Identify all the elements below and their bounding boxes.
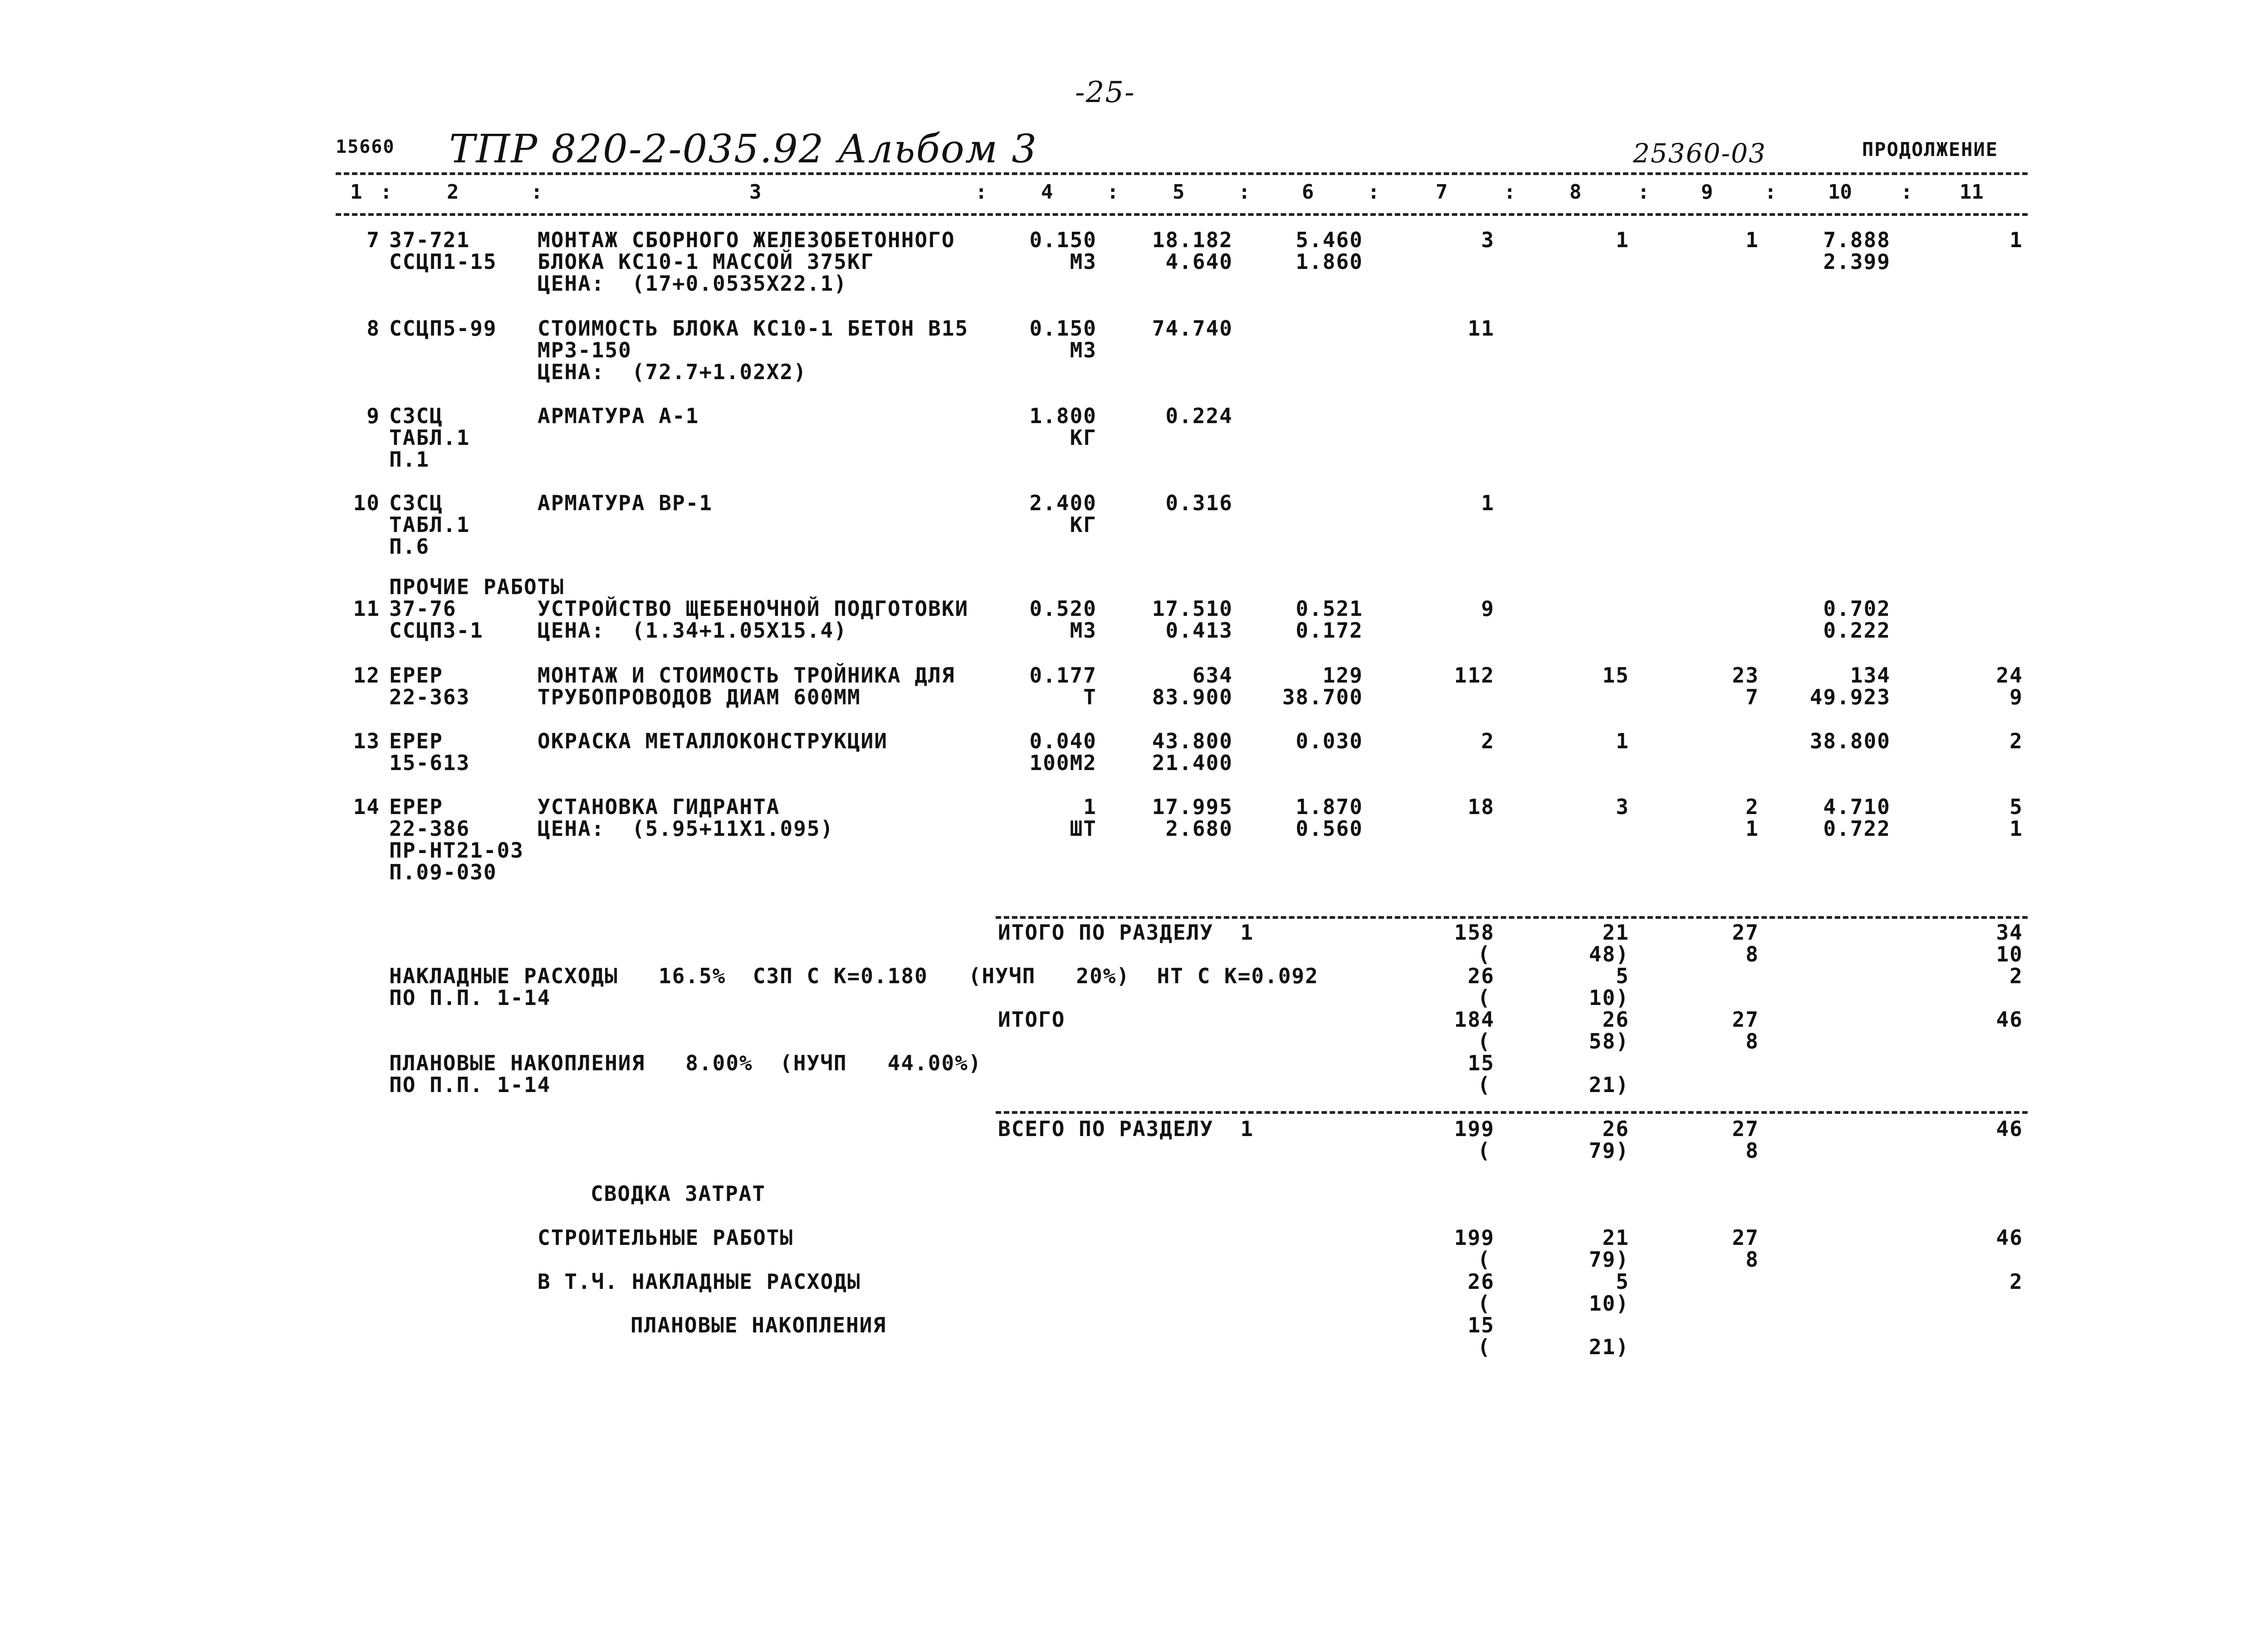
row-col-10: 0.722 [1823,816,1891,841]
column-header-2: 2 [447,180,459,204]
column-separator: : [1637,180,1650,204]
row-code: П.09-030 [389,860,497,884]
row-code: 15-613 [389,751,470,775]
construction-col-9: 27 [1732,1225,1759,1250]
row-code: ЕРЕР [389,729,443,753]
column-header-10: 10 [1828,180,1852,204]
row-col-7: 112 [1454,663,1495,688]
row-number: 11 [353,596,380,621]
row-code: П.1 [389,447,430,472]
row-code: 22-386 [389,816,470,841]
other-works-label: ПРОЧИЕ РАБОТЫ [389,575,565,599]
row-col-11: 2 [2009,729,2023,753]
construction-label: СТРОИТЕЛЬНЫЕ РАБОТЫ [538,1225,794,1250]
row-unit: Т [1083,685,1097,709]
section-total-col-11: 34 [1996,920,2023,945]
total-col-8: 26 [1602,1007,1629,1032]
grand-total-col-8: 79) [1589,1138,1629,1163]
row-col-7: 18 [1467,795,1495,819]
row-quantity: 0.520 [1029,596,1097,621]
album-title: ТПР 820-2-035.92 Альбом 3 [449,127,1038,172]
row-col-8: 3 [1616,795,1629,819]
row-col-11: 1 [2009,816,2023,841]
row-name: УСТРОЙСТВО ЩЕБЕНОЧНОЙ ПОДГОТОВКИ [538,596,969,621]
column-header-11: 11 [1960,180,1984,204]
row-name: БЛОКА КС10-1 МАССОЙ 375КГ [538,249,875,274]
row-name: АРМАТУРА ВР-1 [538,491,713,515]
column-header-9: 9 [1701,180,1713,204]
row-code: ССЦП3-1 [389,618,484,643]
row-code: СЗСЦ [389,404,443,428]
row-col-8: 1 [1616,729,1629,753]
row-col-9: 7 [1745,685,1759,709]
row-name: МОНТАЖ СБОРНОГО ЖЕЛЕЗОБЕТОННОГО [538,228,955,252]
construction-col-8: 21 [1602,1225,1629,1250]
row-col-10: 0.222 [1823,618,1891,643]
grand-total-col-9: 27 [1732,1117,1759,1141]
section-total-col-8: 21 [1602,920,1629,945]
row-col-11: 5 [2009,795,2023,819]
row-col-6: 1.860 [1295,249,1363,274]
overhead-sub: ПО П.П. 1-14 [389,985,551,1010]
row-col-10: 0.702 [1823,596,1891,621]
row-col-7: 9 [1481,596,1495,621]
grand-total-col-8: 26 [1602,1117,1629,1141]
grand-total-col-7: ( [1477,1138,1491,1163]
row-col-5: 21.400 [1152,751,1233,775]
column-header-8: 8 [1569,180,1582,204]
row-unit: КГ [1070,425,1097,450]
total-col-9: 27 [1732,1007,1759,1032]
row-col-6: 0.172 [1295,618,1363,643]
row-unit: М3 [1070,338,1097,362]
row-name: МРЗ-150 [538,338,632,362]
column-separator: : [1901,180,1913,204]
column-separator: : [975,180,987,204]
overhead-label: НАКЛАДНЫЕ РАСХОДЫ 16.5% СЗП С К=0.180 (НУЧП 20%) НТ С К=0.092 [389,964,1319,988]
continuation-label: ПРОДОЛЖЕНИЕ [1862,138,1999,161]
summary-planned-col-7: 15 [1467,1313,1495,1337]
grand-total-col-7: 199 [1454,1117,1495,1141]
totals-top-rule [996,916,2028,919]
column-header-1: 1 [350,180,362,204]
row-col-5: 17.510 [1152,596,1233,621]
column-separator: : [1504,180,1516,204]
row-col-10: 7.888 [1823,228,1891,252]
total-col-11: 46 [1996,1007,2023,1032]
row-col-6: 129 [1322,663,1363,688]
row-col-5: 4.640 [1165,249,1233,274]
row-name: ОКРАСКА МЕТАЛЛОКОНСТРУКЦИИ [538,729,888,753]
overhead-col-8: 10) [1589,985,1629,1010]
row-code: ТАБЛ.1 [389,425,470,450]
row-code: СЗСЦ [389,491,443,515]
row-quantity: 2.400 [1029,491,1097,515]
row-quantity: 0.040 [1029,729,1097,753]
column-separator: : [1765,180,1777,204]
total-col-8: 58) [1589,1029,1629,1054]
row-col-5: 634 [1192,663,1233,688]
total-col-7: ( [1477,1029,1491,1054]
row-col-11: 9 [2009,685,2023,709]
row-col-9: 1 [1745,816,1759,841]
overhead-col-8: 5 [1616,964,1629,988]
row-name: ЦЕНА: (17+0.0535Х22.1) [538,271,847,296]
section-total-col-9: 27 [1732,920,1759,945]
row-col-6: 5.460 [1295,228,1363,252]
summary-planned-col-8: 21) [1589,1335,1629,1359]
grand-total-label: ВСЕГО ПО РАЗДЕЛУ 1 [998,1117,1254,1141]
total-label: ИТОГО [998,1007,1066,1032]
row-col-5: 0.316 [1165,491,1233,515]
row-col-9: 23 [1732,663,1759,688]
row-col-6: 0.521 [1295,596,1363,621]
row-name: ЦЕНА: (5.95+11Х1.095) [538,816,834,841]
row-col-10: 49.923 [1809,685,1891,709]
header-top-rule [336,172,2028,175]
row-number: 10 [353,491,380,515]
summary-title: СВОДКА ЗАТРАТ [591,1181,766,1206]
row-col-5: 0.413 [1165,618,1233,643]
row-col-8: 1 [1616,228,1629,252]
row-quantity: 0.150 [1029,316,1097,341]
doc-code: 15660 [336,137,395,157]
row-code: ТАБЛ.1 [389,512,470,537]
page-number: -25- [1075,76,1135,109]
row-number: 13 [353,729,380,753]
row-number: 8 [367,316,380,341]
row-col-5: 83.900 [1152,685,1233,709]
row-name: ЦЕНА: (72.7+1.02Х2) [538,360,807,384]
row-unit: М3 [1070,618,1097,643]
planned-col-7: ( [1477,1073,1491,1097]
row-col-7: 3 [1481,228,1495,252]
grand-total-rule [996,1111,2028,1114]
construction-col-7: 199 [1454,1225,1495,1250]
section-total-col-9: 8 [1745,942,1759,966]
row-col-6: 0.560 [1295,816,1363,841]
incl-overhead-col-8: 10) [1589,1291,1629,1316]
row-col-9: 1 [1745,228,1759,252]
column-separator: : [531,180,543,204]
row-quantity: 1.800 [1029,404,1097,428]
summary-planned-col-7: ( [1477,1335,1491,1359]
row-code: 37-721 [389,228,470,252]
row-col-10: 134 [1850,663,1891,688]
incl-overhead-col-7: 26 [1467,1269,1495,1294]
row-col-6: 1.870 [1295,795,1363,819]
row-col-5: 0.224 [1165,404,1233,428]
row-col-5: 18.182 [1152,228,1233,252]
overhead-col-11: 2 [2009,964,2023,988]
section-total-col-7: 158 [1454,920,1495,945]
planned-label: ПЛАНОВЫЕ НАКОПЛЕНИЯ 8.00% (НУЧП 44.00%) [389,1051,982,1075]
row-col-10: 38.800 [1809,729,1891,753]
construction-col-8: 79) [1589,1247,1629,1272]
column-header-7: 7 [1436,180,1448,204]
row-number: 7 [367,228,380,252]
incl-overhead-col-11: 2 [2009,1269,2023,1294]
planned-col-8: 21) [1589,1073,1629,1097]
row-code: 22-363 [389,685,470,709]
total-col-7: 184 [1454,1007,1495,1032]
row-col-6: 38.700 [1282,685,1363,709]
row-col-5: 43.800 [1152,729,1233,753]
construction-col-9: 8 [1745,1247,1759,1272]
overhead-col-7: 26 [1467,964,1495,988]
estimate-number: 25360-03 [1633,138,1766,169]
column-separator: : [1368,180,1380,204]
construction-col-11: 46 [1996,1225,2023,1250]
column-header-5: 5 [1173,180,1185,204]
incl-overhead-label: В Т.Ч. НАКЛАДНЫЕ РАСХОДЫ [538,1269,861,1294]
row-unit: ШТ [1070,816,1097,841]
row-code: ЕРЕР [389,795,443,819]
row-number: 9 [367,404,380,428]
summary-planned-label: ПЛАНОВЫЕ НАКОПЛЕНИЯ [631,1313,887,1337]
row-col-10: 4.710 [1823,795,1891,819]
row-quantity: 1 [1083,795,1097,819]
row-unit: М3 [1070,249,1097,274]
section-total-col-7: ( [1477,942,1491,966]
planned-sub: ПО П.П. 1-14 [389,1073,551,1097]
row-name: АРМАТУРА А-1 [538,404,699,428]
row-unit: КГ [1070,512,1097,537]
planned-col-7: 15 [1467,1051,1495,1075]
row-number: 14 [353,795,380,819]
row-code: ПР-НТ21-03 [389,838,524,863]
row-col-7: 11 [1467,316,1495,341]
row-code: ССЦП5-99 [389,316,497,341]
row-name: ТРУБОПРОВОДОВ ДИАМ 600ММ [538,685,861,709]
row-col-5: 74.740 [1152,316,1233,341]
row-col-8: 15 [1602,663,1629,688]
row-name: МОНТАЖ И СТОИМОСТЬ ТРОЙНИКА ДЛЯ [538,663,955,688]
row-name: ЦЕНА: (1.34+1.05Х15.4) [538,618,847,643]
row-col-5: 17.995 [1152,795,1233,819]
row-col-11: 24 [1996,663,2023,688]
row-col-9: 2 [1745,795,1759,819]
row-code: П.6 [389,534,430,559]
incl-overhead-col-8: 5 [1616,1269,1629,1294]
row-col-11: 1 [2009,228,2023,252]
total-col-9: 8 [1745,1029,1759,1054]
construction-col-7: ( [1477,1247,1491,1272]
incl-overhead-col-7: ( [1477,1291,1491,1316]
column-separator: : [380,180,392,204]
row-number: 12 [353,663,380,688]
row-unit: 100М2 [1029,751,1097,775]
overhead-col-7: ( [1477,985,1491,1010]
row-name: УСТАНОВКА ГИДРАНТА [538,795,780,819]
row-col-7: 2 [1481,729,1495,753]
column-separator: : [1107,180,1119,204]
column-header-3: 3 [749,180,762,204]
column-header-6: 6 [1302,180,1314,204]
row-code: ССЦП1-15 [389,249,497,274]
row-col-7: 1 [1481,491,1495,515]
section-total-label: ИТОГО ПО РАЗДЕЛУ 1 [998,920,1254,945]
row-code: ЕРЕР [389,663,443,688]
row-quantity: 0.150 [1029,228,1097,252]
row-quantity: 0.177 [1029,663,1097,688]
header-bottom-rule [336,213,2028,216]
grand-total-col-9: 8 [1745,1138,1759,1163]
column-separator: : [1238,180,1251,204]
column-header-4: 4 [1041,180,1053,204]
row-code: 37-76 [389,596,457,621]
row-col-6: 0.030 [1295,729,1363,753]
row-col-5: 2.680 [1165,816,1233,841]
section-total-col-8: 48) [1589,942,1629,966]
grand-total-col-11: 46 [1996,1117,2023,1141]
section-total-col-11: 10 [1996,942,2023,966]
row-name: СТОИМОСТЬ БЛОКА КС10-1 БЕТОН В15 [538,316,969,341]
row-col-10: 2.399 [1823,249,1891,274]
